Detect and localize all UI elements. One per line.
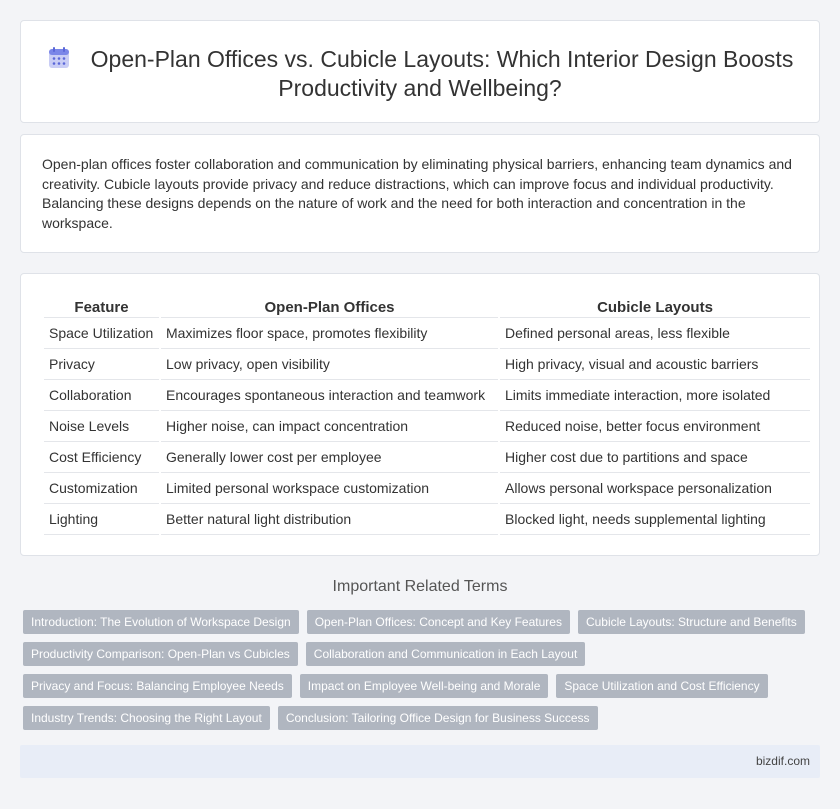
intro-text: Open-plan offices foster collaboration and communication by eliminating physical barriers, enhancing team dynamics and creativity. Cubicle layouts provide privacy and reduce distractions, which can improve focus and individual productivity. Balancing these designs depends on the nature of work and the need for both interaction and concentration in the workspace. xyxy=(42,156,792,231)
related-terms-heading: Important Related Terms xyxy=(332,578,508,595)
title-card xyxy=(20,20,820,123)
column-header-cubicle: Cubicle Layouts xyxy=(500,296,810,318)
page-title-wrap xyxy=(21,45,819,103)
related-term-tag[interactable]: Collaboration and Communication in Each Layout xyxy=(306,642,586,666)
tag-row xyxy=(23,674,823,698)
column-header-feature: Feature xyxy=(44,296,159,318)
table-cell: Low privacy, open visibility xyxy=(161,349,498,380)
table-cell: Lighting xyxy=(44,504,159,535)
table-cell: Collaboration xyxy=(44,380,159,411)
tag-row xyxy=(23,706,823,730)
table-cell: Encourages spontaneous interaction and teamwork xyxy=(161,380,498,411)
intro-card xyxy=(20,134,820,253)
related-term-tag[interactable]: Space Utilization and Cost Efficiency xyxy=(556,674,767,698)
table-cell: High privacy, visual and acoustic barriers xyxy=(500,349,810,380)
related-term-tag[interactable]: Industry Trends: Choosing the Right Layout xyxy=(23,706,270,730)
column-header-open-plan: Open-Plan Offices xyxy=(161,296,498,318)
table-cell: Allows personal workspace personalization xyxy=(500,473,810,504)
tag-row xyxy=(23,642,823,666)
footer xyxy=(20,745,820,778)
related-terms-list xyxy=(23,610,823,738)
related-term-tag[interactable]: Cubicle Layouts: Structure and Benefits xyxy=(578,610,805,634)
table-row xyxy=(44,442,810,473)
calendar-icon xyxy=(47,46,71,70)
related-term-tag[interactable]: Productivity Comparison: Open-Plan vs Cubicles xyxy=(23,642,298,666)
page-title: Open-Plan Offices vs. Cubicle Layouts: Which Interior Design Boosts Productivity and Wellbeing? xyxy=(90,46,794,101)
tag-row xyxy=(23,610,823,634)
table-cell: Higher cost due to partitions and space xyxy=(500,442,810,473)
related-term-tag[interactable]: Impact on Employee Well-being and Morale xyxy=(300,674,549,698)
table-cell: Cost Efficiency xyxy=(44,442,159,473)
table-cell: Reduced noise, better focus environment xyxy=(500,411,810,442)
table-cell: Higher noise, can impact concentration xyxy=(161,411,498,442)
table-row xyxy=(44,411,810,442)
table-row xyxy=(44,504,810,535)
table-cell: Better natural light distribution xyxy=(161,504,498,535)
related-term-tag[interactable]: Conclusion: Tailoring Office Design for Business Success xyxy=(278,706,598,730)
table-row xyxy=(44,380,810,411)
related-term-tag[interactable]: Privacy and Focus: Balancing Employee Needs xyxy=(23,674,292,698)
footer-site-link[interactable]: bizdif.com xyxy=(755,754,810,768)
table-row xyxy=(44,349,810,380)
table-cell: Noise Levels xyxy=(44,411,159,442)
table-cell: Space Utilization xyxy=(44,318,159,349)
comparison-card xyxy=(20,273,820,556)
comparison-table xyxy=(42,296,812,535)
table-row xyxy=(44,318,810,349)
table-cell: Limits immediate interaction, more isolated xyxy=(500,380,810,411)
table-row xyxy=(44,473,810,504)
table-cell: Defined personal areas, less flexible xyxy=(500,318,810,349)
table-header-row xyxy=(44,296,810,318)
table-cell: Blocked light, needs supplemental lighting xyxy=(500,504,810,535)
table-cell: Generally lower cost per employee xyxy=(161,442,498,473)
table-cell: Limited personal workspace customization xyxy=(161,473,498,504)
related-term-tag[interactable]: Open-Plan Offices: Concept and Key Features xyxy=(307,610,570,634)
related-term-tag[interactable]: Introduction: The Evolution of Workspace Design xyxy=(23,610,299,634)
table-cell: Privacy xyxy=(44,349,159,380)
table-cell: Maximizes floor space, promotes flexibility xyxy=(161,318,498,349)
table-cell: Customization xyxy=(44,473,159,504)
